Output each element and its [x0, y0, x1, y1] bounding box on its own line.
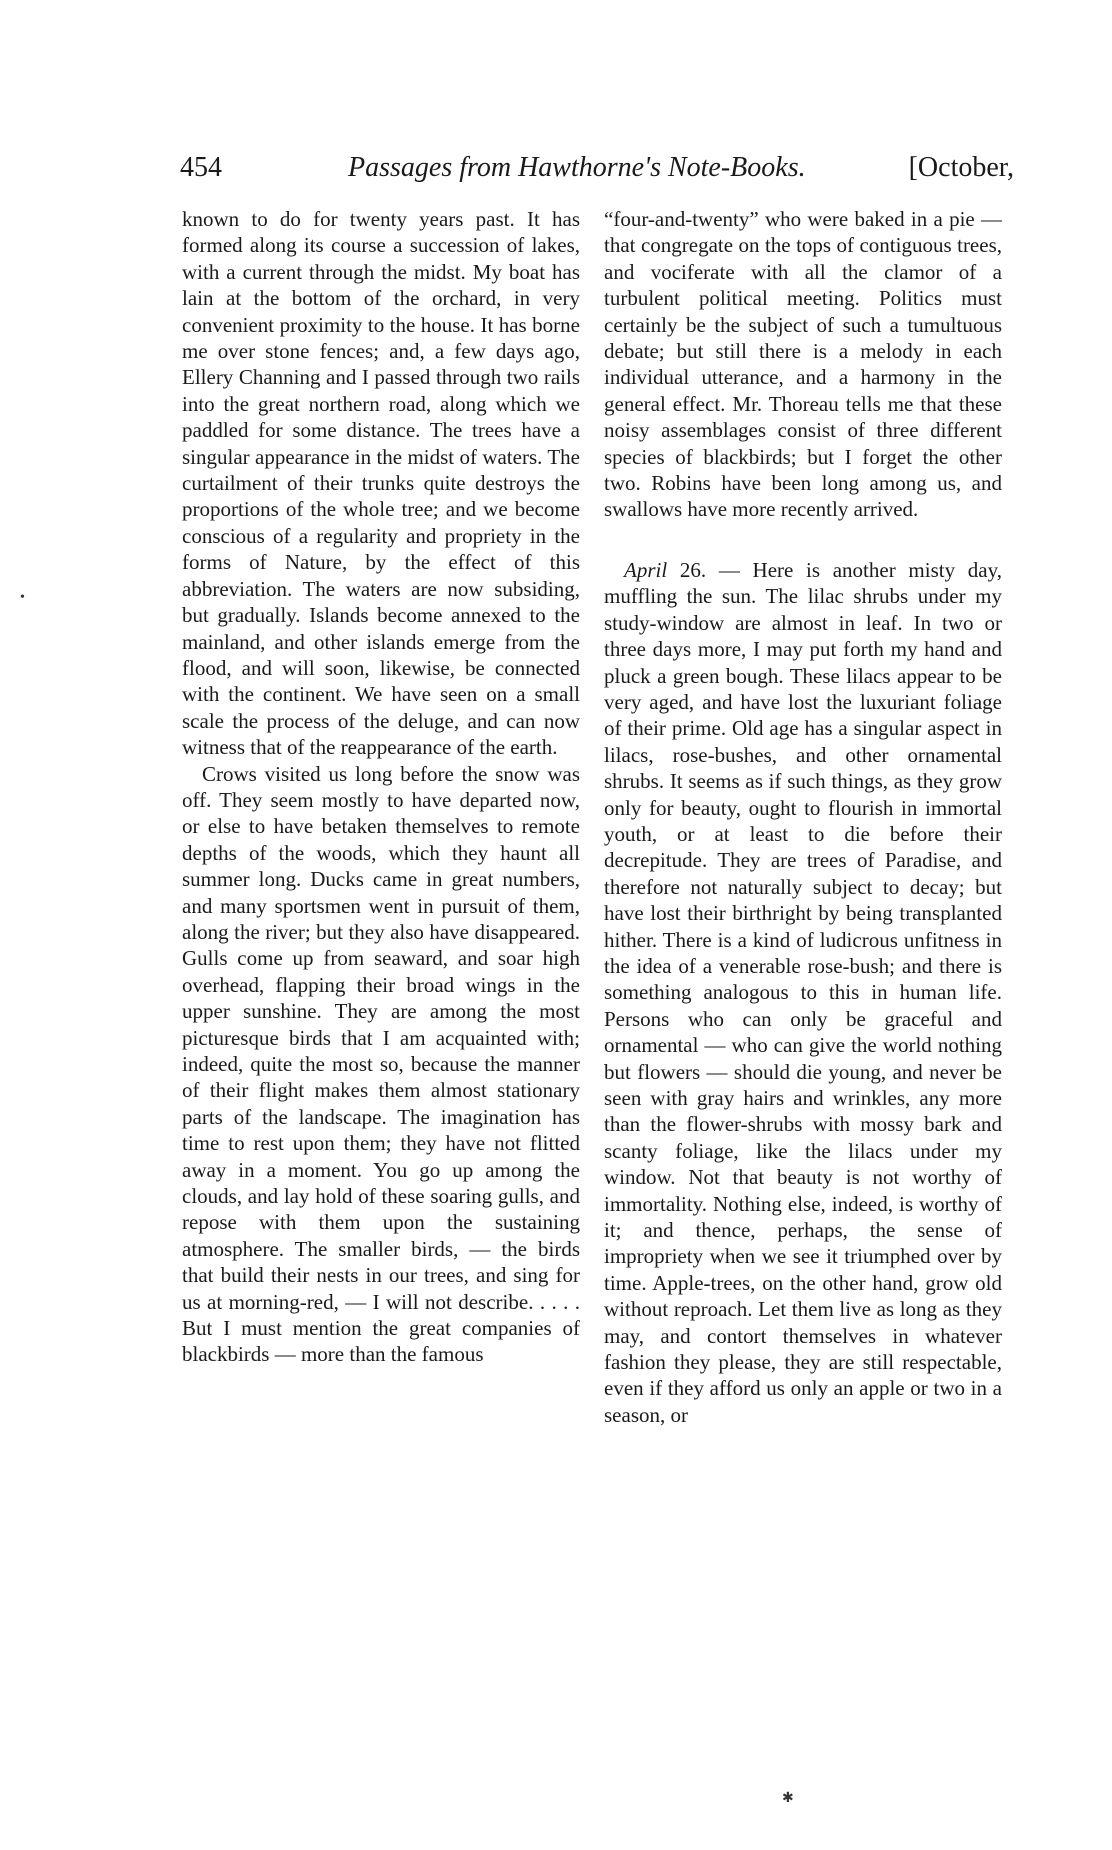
right-column: [604, 206, 1002, 1428]
page-number: 454: [180, 152, 222, 183]
entry-text: 26. — Here is another misty day, muffling the sun. The lilac shrubs under my study-window are almost in leaf. In two or three days more, I may put forth my hand and pluck a green bough. These lilacs appear to be very aged, and have lost the luxuriant foliage of their prime. Old age has a singular aspect in lilacs, rose-bushes, and other ornamental shrubs. It seems as if such things, as they grow only for beauty, ought to flourish in immortal youth, or at least to die before their decrepitude. They are trees of Paradise, and therefore not naturally subject to decay; but have lost their birthright by being transplanted hither. There is a kind of ludicrous unfitness in the idea of a venerable rose-bush; and there is something analogous to this in human life. Persons who can only be graceful and ornamental — who can give the world nothing but flowers — should die young, and never be seen with gray hairs and wrinkles, any more than the flower-shrubs with mossy bark and scanty foliage, like the lilacs under my window. Not that beauty is not worthy of immortality. Nothing else, indeed, is worthy of it; and thence, perhaps, the sense of impropriety when we see it triumphed over by time. Apple-trees, on the other hand, grow old without reproach. Let them live as long as they may, and contort themselves in whatever fashion they please, they are still respectable, even if they afford us only an apple or two in a season, or: [604, 557, 1002, 1427]
left-paragraph-2: Crows visited us long before the snow was off. They seem mostly to have departed now, or else to have betaken themselves to remote depths of the woods, which they haunt all summer long. Ducks came in great numbers, and many sportsmen went in pursuit of them, along the river; but they also have disappeared. Gulls come up from seaward, and soar high overhead, flapping their broad wings in the upper sunshine. They are among the most picturesque birds that I am acquainted with; indeed, quite the most so, because the manner of their flight makes them almost stationary parts of the landscape. The imagination has time to rest upon them; they have not flitted away in a moment. You go up among the clouds, and lay hold of these soaring gulls, and repose with them upon the sustaining atmosphere. The smaller birds, — the birds that build their nests in our trees, and sing for us at morning-red, — I will not describe. . . . . But I must mention the great companies of blackbirds — more than the famous: [182, 761, 580, 1367]
running-month: [October,: [908, 152, 1014, 183]
paragraph-gap: [604, 523, 1002, 557]
stray-dot-mark: •: [20, 590, 25, 605]
running-head: [180, 152, 1014, 192]
entry-date: April: [624, 557, 668, 582]
running-title: Passages from Hawthorne's Note-Books.: [348, 152, 806, 183]
left-paragraph-1: known to do for twenty years past. It has formed along its course a succession of lakes, with a current through the midst. My boat has lain at the bottom of the orchard, in very convenient proximity to the house. It has borne me over stone fences; and, a few days ago, Ellery Channing and I passed through two rails into the great northern road, along which we paddled for some distance. The trees have a singular appearance in the midst of waters. The curtailment of their trunks quite destroys the proportions of the whole tree; and we become conscious of a regularity and propriety in the forms of Nature, by the effect of this abbreviation. The waters are now subsiding, but gradually. Islands become annexed to the mainland, and other islands emerge from the flood, and will soon, likewise, be connected with the continent. We have seen on a small scale the process of the deluge, and can now witness that of the reappearance of the earth.: [182, 207, 580, 760]
printer-ornament-mark: ✱: [782, 1791, 794, 1806]
right-paragraph-1: “four-and-twenty” who were baked in a pie — that congregate on the tops of contiguous trees, and vociferate with all the clamor of a turbulent political meeting. Politics must certainly be the subject of such a tumultuous debate; but still there is a melody in each individual utterance, and a harmony in the general effect. Mr. Thoreau tells me that these noisy assemblages consist of three different species of blackbirds; but I forget the other two. Robins have been long among us, and swallows have more recently arrived.: [604, 207, 1002, 522]
left-column: [182, 206, 580, 1368]
right-paragraph-2: [604, 557, 1002, 1428]
